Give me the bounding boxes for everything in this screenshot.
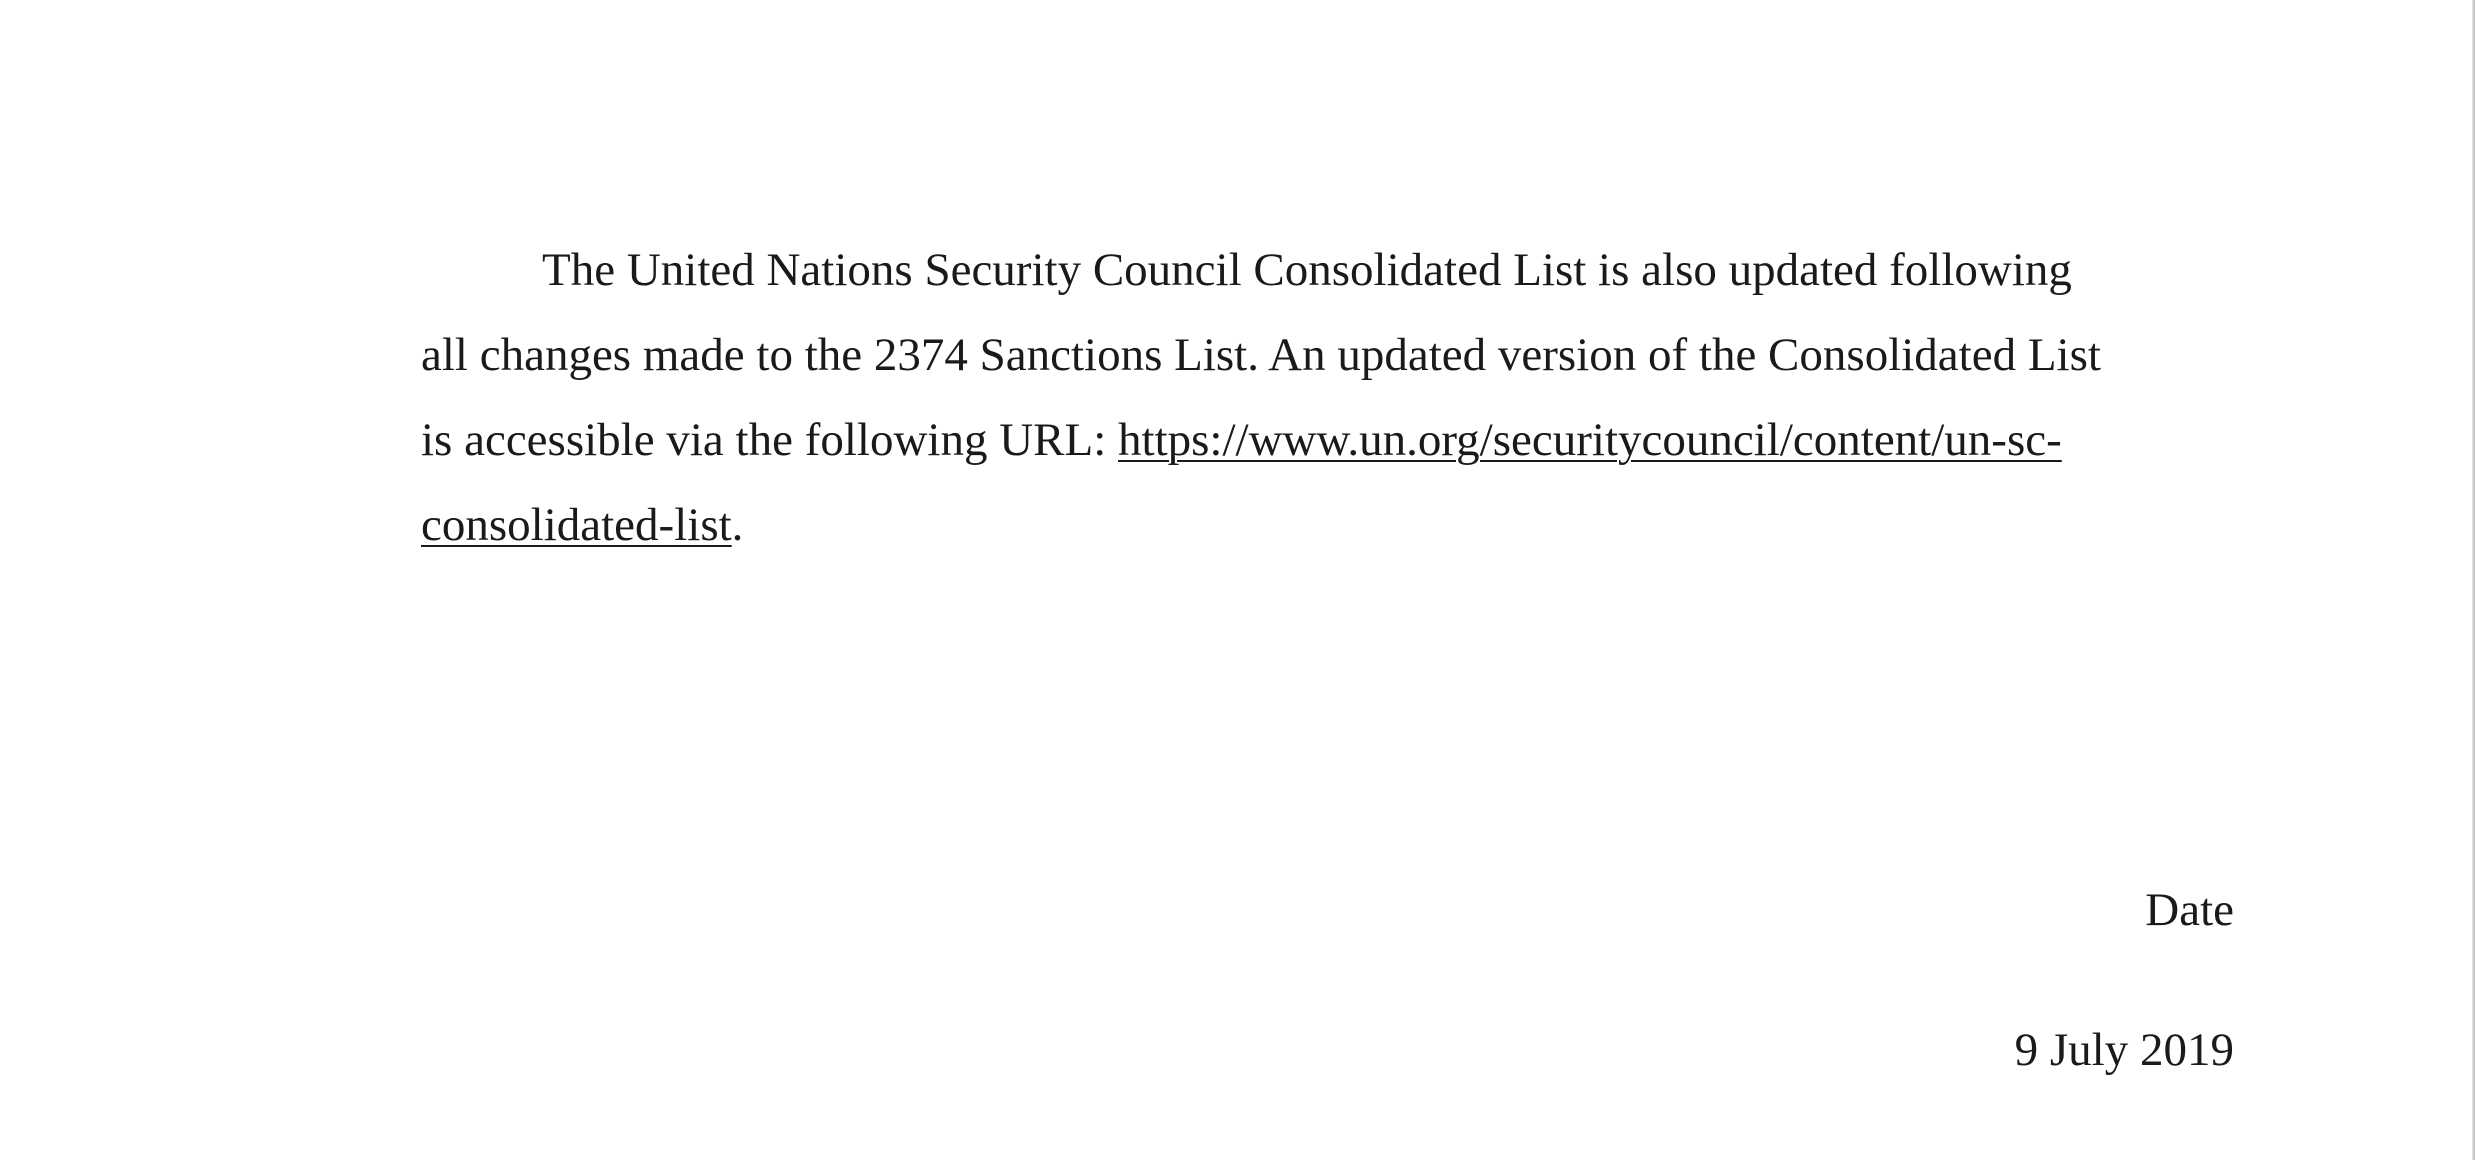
date-label: Date [2145,884,2234,936]
url-intro-text: is accessible via the following URL: [421,414,1119,466]
date-value: 9 July 2019 [2014,1024,2234,1076]
trailing-period: . [731,499,744,551]
paragraph-line-1: The United Nations Security Council Consolidated List is also updated following [542,244,2072,296]
paragraph-line-4 [421,483,2251,568]
paragraph-line-2: all changes made to the 2374 Sanctions List. An updated version of the Consolidated List [421,329,2101,381]
body-paragraph [421,228,2251,568]
paragraph-line-3 [421,398,2251,483]
url-link-part-1[interactable]: https://www.un.org/securitycouncil/content/un-sc- [1118,414,2062,466]
url-link-part-2[interactable]: consolidated-list [421,499,732,551]
